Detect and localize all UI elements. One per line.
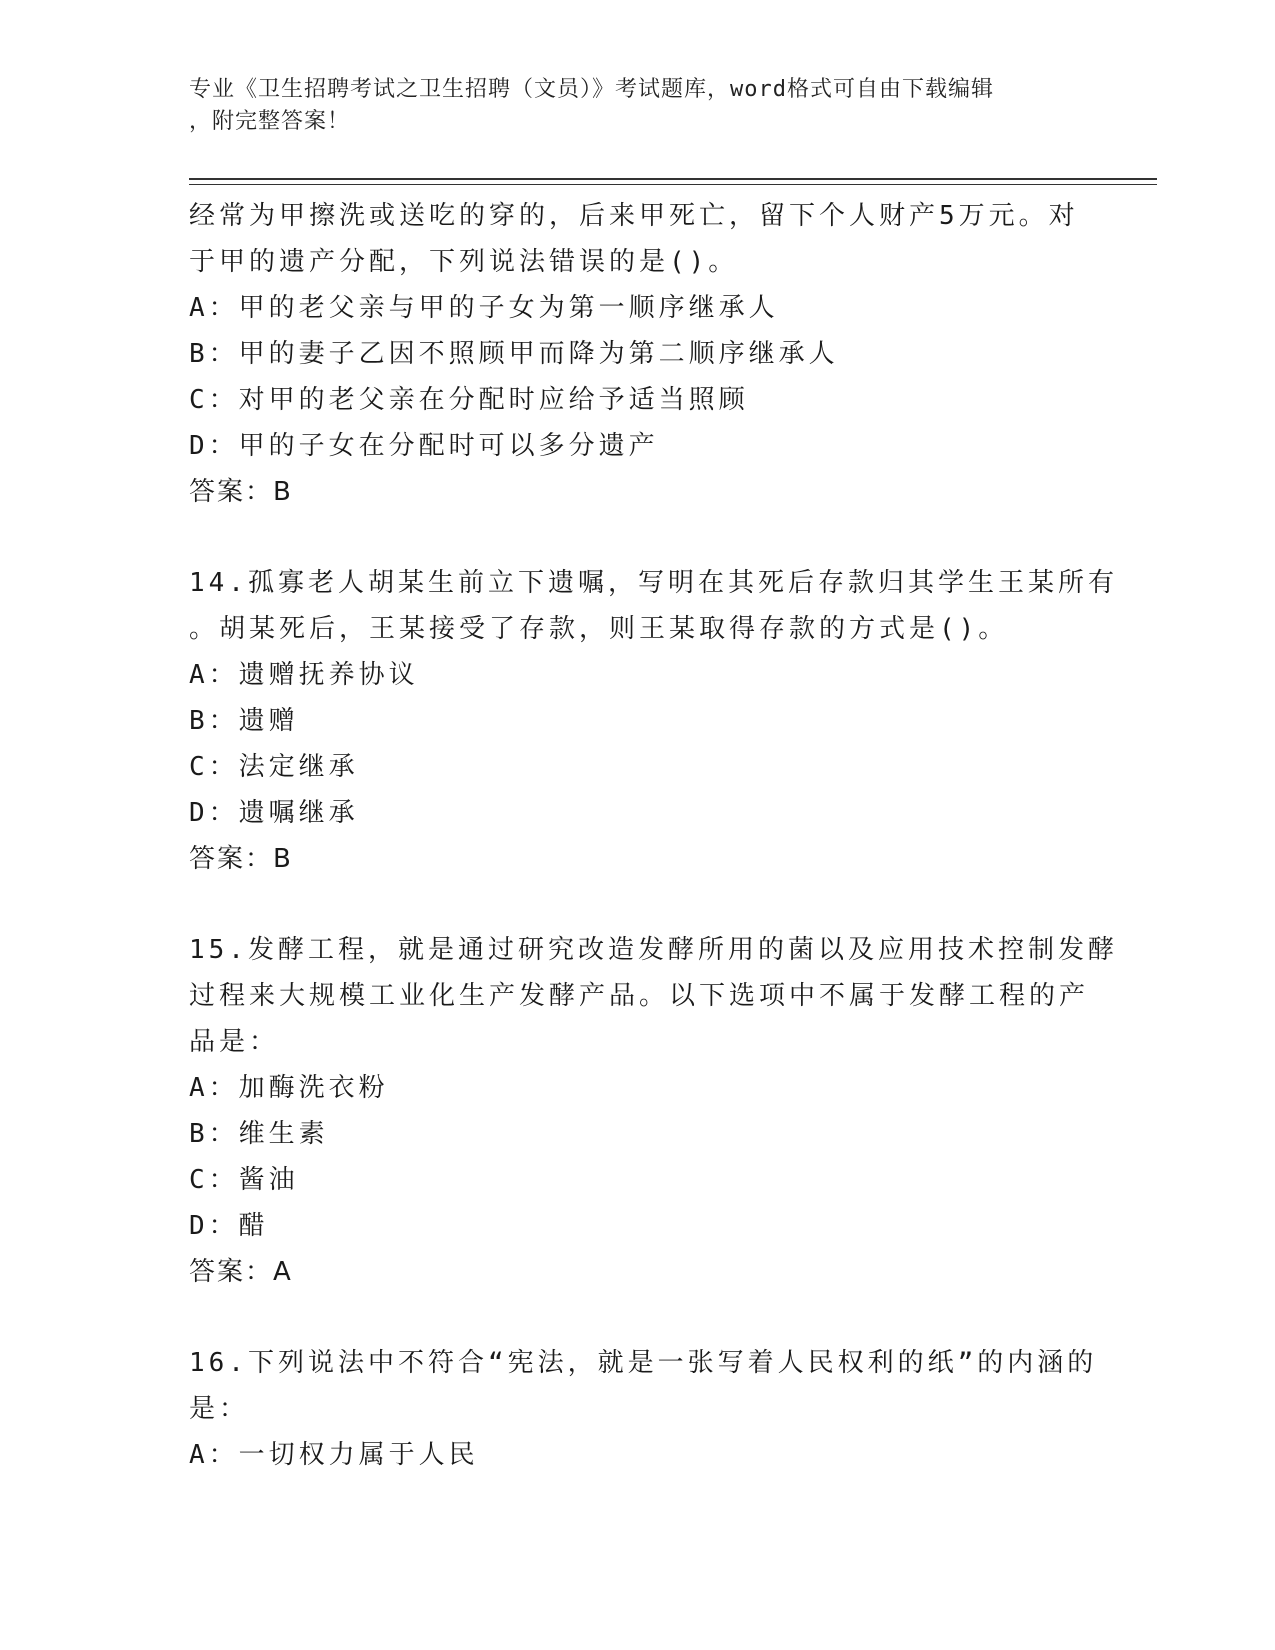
option-a: A：甲的老父亲与甲的子女为第一顺序继承人 (189, 293, 779, 323)
answer-label: 答案：A (189, 1257, 293, 1287)
option-b: B：遗赠 (189, 706, 299, 736)
question-stem: 16.下列说法中不符合“宪法，就是一张写着人民权利的纸”的内涵的 (189, 1348, 1098, 1378)
header-line-2: ，附完整答案！ (189, 109, 351, 134)
spacer (189, 515, 1089, 560)
option-c: C：对甲的老父亲在分配时应给予适当照顾 (189, 385, 749, 415)
question-stem: 14.孤寡老人胡某生前立下遗嘱，写明在其死后存款归其学生王某所有 (189, 568, 1118, 598)
option-a: A：一切权力属于人民 (189, 1440, 479, 1470)
spacer (189, 1295, 1089, 1340)
question-stem: 是： (189, 1394, 250, 1424)
question-stem: 。胡某死后，王某接受了存款，则王某取得存款的方式是()。 (189, 614, 1009, 644)
question-stem: 过程来大规模工业化生产发酵产品。以下选项中不属于发酵工程的产 (189, 981, 1090, 1011)
option-d: D：甲的子女在分配时可以多分遗产 (189, 431, 659, 461)
question-stem: 15.发酵工程，就是通过研究改造发酵所用的菌以及应用技术控制发酵 (189, 935, 1118, 965)
option-c: C：法定继承 (189, 752, 359, 782)
answer-label: 答案：B (189, 477, 293, 507)
question-15 (189, 927, 1118, 1295)
header-line-1: 专业《卫生招聘考试之卫生招聘（文员）》考试题库，word格式可自由下载编辑 (189, 77, 994, 102)
option-d: D：醋 (189, 1211, 269, 1241)
option-a: A：加酶洗衣粉 (189, 1073, 389, 1103)
option-c: C：酱油 (189, 1165, 299, 1195)
header-divider-thin (189, 184, 1157, 185)
spacer (189, 882, 1089, 927)
question-13 (189, 193, 1089, 515)
option-b: B：维生素 (189, 1119, 329, 1149)
question-stem: 经常为甲擦洗或送吃的穿的，后来甲死亡，留下个人财产5万元。对 (189, 201, 1079, 231)
header-divider-thick (189, 178, 1157, 180)
option-b: B：甲的妻子乙因不照顾甲而降为第二顺序继承人 (189, 339, 839, 369)
question-14 (189, 560, 1118, 882)
page-header (189, 74, 1069, 138)
option-d: D：遗嘱继承 (189, 798, 359, 828)
question-16 (189, 1340, 1098, 1478)
question-list (189, 193, 1118, 1478)
question-stem: 于甲的遗产分配，下列说法错误的是()。 (189, 247, 739, 277)
question-stem: 品是： (189, 1027, 280, 1057)
option-a: A：遗赠抚养协议 (189, 660, 419, 690)
answer-label: 答案：B (189, 844, 293, 874)
